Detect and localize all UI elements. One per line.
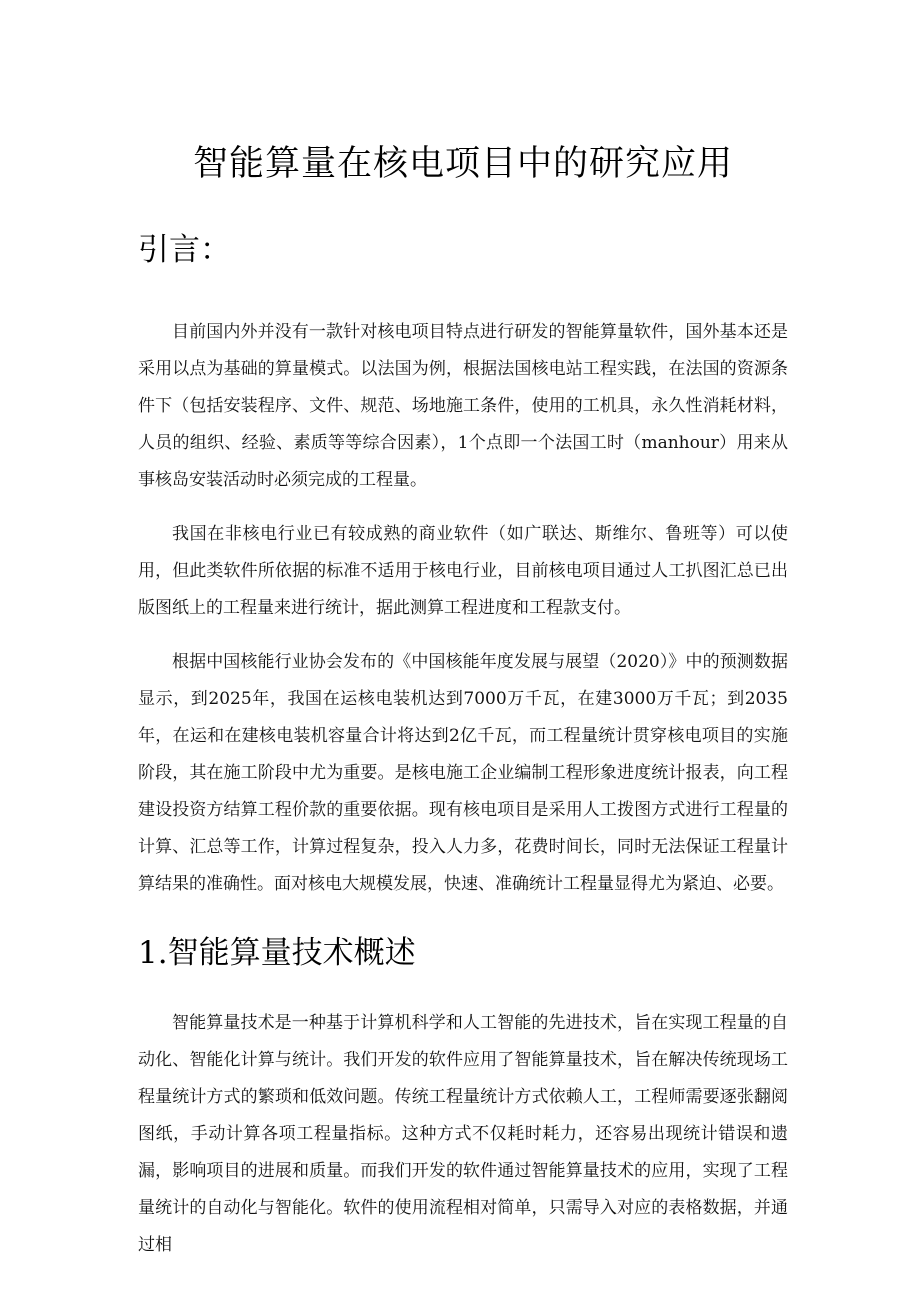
intro-paragraph-2: 我国在非核电行业已有较成熟的商业软件（如广联达、斯维尔、鲁班等）可以使用，但此类软件所依据的标准不适用于核电行业，目前核电项目通过人工扒图汇总已出版图纸上的工程量来进行统计，据此测算工程进度和工程款支付。 <box>138 524 788 618</box>
intro-paragraph-3: 根据中国核能行业协会发布的《中国核能年度发展与展望（2020）》中的预测数据显示，到2025年，我国在运核电装机达到7000万千瓦，在建3000万千瓦；到2035年，在运和在建核电装机容量合计将达到2亿千瓦，而工程量统计贯穿核电项目的实施阶段，其在施工阶段中尤为重要。是核电施工企业编制工程形象进度统计报表，向工程建设投资方结算工程价款的重要依据。现有核电项目是采用人工拨图方式进行工程量的计算、汇总等工作，计算过程复杂，投入人力多，花费时间长，同时无法保证工程量计算结果的准确性。面对核电大规模发展，快速、准确统计工程量显得尤为紧迫、必要。 <box>138 652 788 894</box>
document-title: 智能算量在核电项目中的研究应用 <box>192 144 733 184</box>
intro-heading: 引言： <box>138 232 231 268</box>
intro-paragraph-1: 目前国内外并没有一款针对核电项目特点进行研发的智能算量软件，国外基本还是采用以点为基础的算量模式。以法国为例，根据法国核电站工程实践，在法国的资源条件下（包括安装程序、文件、规范、场地施工条件，使用的工机具，永久性消耗材料，人员的组织、经验、素质等等综合因素），1个点即一个法国工时（manhour）用来从事核岛安装活动时必须完成的工程量。 <box>138 322 788 490</box>
section-1-heading: 1.智能算量技术概述 <box>138 935 416 971</box>
section-1-paragraph-1: 智能算量技术是一种基于计算机科学和人工智能的先进技术，旨在实现工程量的自动化、智能化计算与统计。我们开发的软件应用了智能算量技术，旨在解决传统现场工程量统计方式的繁琐和低效问题。传统工程量统计方式依赖人工，工程师需要逐张翻阅图纸，手动计算各项工程量指标。这种方式不仅耗时耗力，还容易出现统计错误和遗漏，影响项目的进展和质量。而我们开发的软件通过智能算量技术的应用，实现了工程量统计的自动化与智能化。软件的使用流程相对简单，只需导入对应的表格数据，并通过相 <box>138 1013 788 1255</box>
